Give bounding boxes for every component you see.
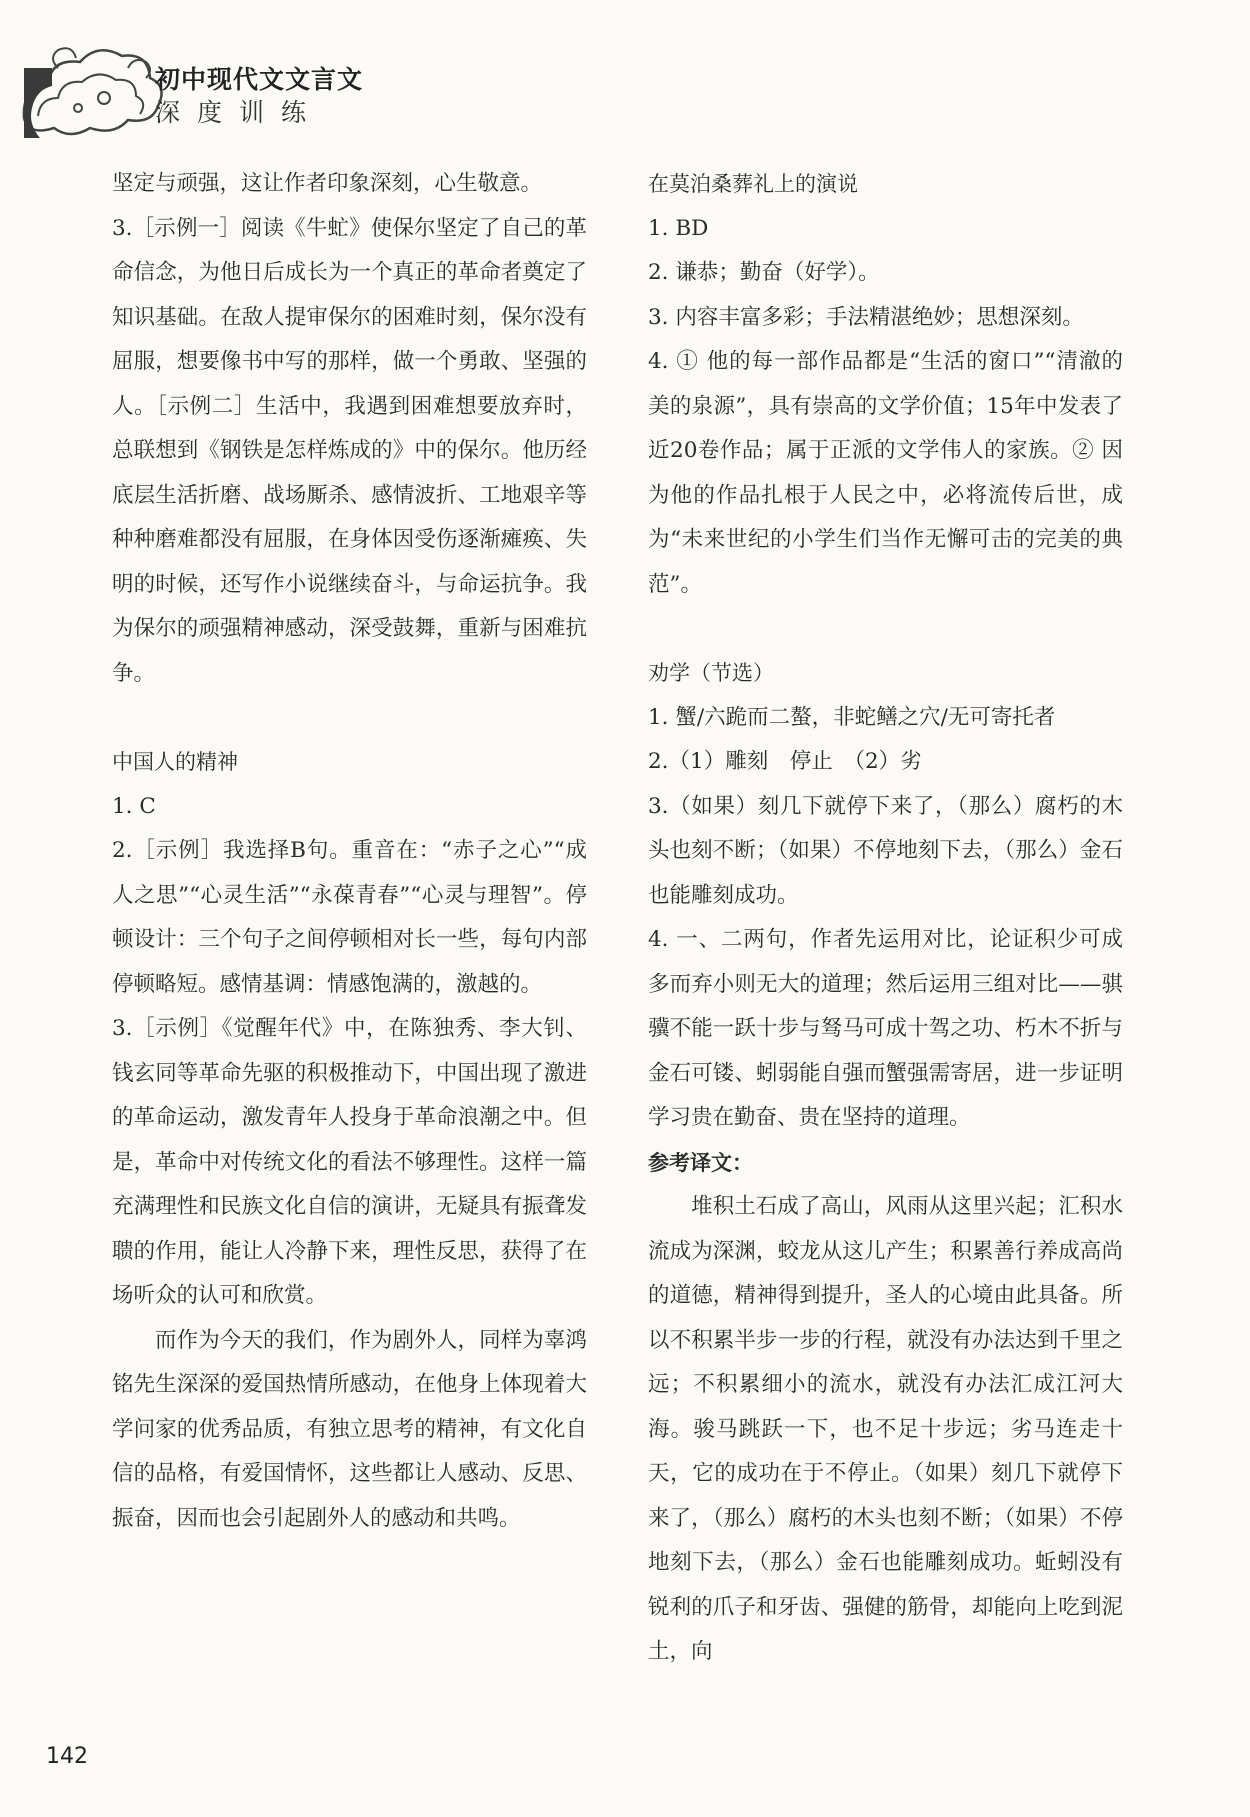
section-title: 劝学（节选） [648,661,774,685]
answer-item: 4. 一、二两句，作者先运用对比，论证积少可成多而弃小则无大的道理；然后运用三组对比——骐骥不能一跃十步与驽马可成十驾之功、朽木不折与金石可镂、蚓弱能自强而蟹强需寄居，进一步证明学习贵在勤奋、贵在坚持的道理。 [648,927,1123,1130]
answer-paragraph: 而作为今天的我们，作为剧外人，同样为辜鸿铭先生深深的爱国热情所感动，在他身上体现着大学问家的优秀品质，有独立思考的精神，有文化自信的品格，有爱国情怀，这些都让人感动、反思、振奋，因而也会引起剧外人的感动和共鸣。 [112,1327,587,1531]
answer-item: 4. ① 他的每一部作品都是“生活的窗口”“清澈的美的泉源”，具有崇高的文学价值；15年中发表了近20卷作品；属于正派的文学伟人的家族。② 因为他的作品扎根于人民之中，必将流传后世，成为“未来世纪的小学生们当作无懈可击的完美的典范”。 [648,349,1123,597]
answer-item: 1. C [112,793,156,819]
section-title: 在莫泊桑葬礼上的演说 [648,172,858,196]
answer-item: 1. 蟹/六跪而二螯，非蛇鳝之穴/无可寄托者 [648,704,1056,730]
translation-text: 堆积土石成了高山，风雨从这里兴起；汇积水流成为深渊，蛟龙从这儿产生；积累善行养成高尚的道德，精神得到提升，圣人的心境由此具备。所以不积累半步一步的行程，就没有办法达到千里之远；不积累细小的流水，就没有办法汇成江河大海。骏马跳跃一下，也不足十步远；劣马连走十天，它的成功在于不停止。（如果）刻几下就停下来了，（那么）腐朽的木头也刻不断；（如果）不停地刻下去，（那么）金石也能雕刻成功。蚯蚓没有锐利的爪子和牙齿、强健的筋骨，却能向上吃到泥土，向 [648,1194,1123,1664]
page-number: 142 [46,1744,88,1769]
answer-item: 2.（1）雕刻 停止 （2）劣 [648,749,922,774]
answer-item: 3.（如果）刻几下就停下来了，（那么）腐朽的木头也刻不断；（如果）不停地刻下去，（那么）金石也能雕刻成功。 [648,793,1123,908]
answer-item: 3.［示例一］阅读《牛虻》使保尔坚定了自己的革命信念，为他日后成长为一个真正的革命者奠定了知识基础。在敌人提审保尔的困难时刻，保尔没有屈服，想要像书中写的那样，做一个勇敢、坚强的人。［示例二］生活中，我遇到困难想要放弃时，总联想到《钢铁是怎样炼成的》中的保尔。他历经底层生活折磨、战场厮杀、感情波折、工地艰辛等种种磨难都没有屈服，在身体因受伤逐渐瘫痪、失明的时候，还写作小说继续奋斗，与命运抗争。我为保尔的顽强精神感动，深受鼓舞，重新与困难抗争。 [112,215,587,686]
book-subtitle: 深度训练 [155,98,324,127]
answer-line: 坚定与顽强，这让作者印象深刻，心生敬意。 [112,171,543,196]
answer-item: 2.［示例］我选择B句。重音在：“赤子之心”“成人之思”“心灵生活”“永葆青春”“心灵与理智”。停顿设计：三个句子之间停顿相对长一些，每句内部停顿略短。感情基调：情感饱满的，激越的。 [112,838,587,997]
translation-label: 参考译文： [648,1150,753,1175]
answer-item: 3.［示例］《觉醒年代》中，在陈独秀、李大钊、钱玄同等革命先驱的积极推动下，中国出现了激进的革命运动，激发青年人投身于革命浪潮之中。但是，革命中对传统文化的看法不够理性。这样一篇充满理性和民族文化自信的演讲，无疑具有振聋发聩的作用，能让人冷静下来，理性反思，获得了在场听众的认可和欣赏。 [112,1016,587,1308]
book-title: 初中现代文文言文 [155,65,364,94]
answer-item: 1. BD [648,215,709,241]
left-column [112,162,587,1541]
section-title: 中国人的精神 [112,750,238,774]
answer-item: 2. 谦恭；勤奋（好学）。 [648,260,880,285]
answer-item: 3. 内容丰富多彩；手法精湛绝妙；思想深刻。 [648,304,1084,330]
cloud-ornament-icon [18,28,168,148]
page-header [0,0,1250,160]
right-column [648,162,1123,1675]
